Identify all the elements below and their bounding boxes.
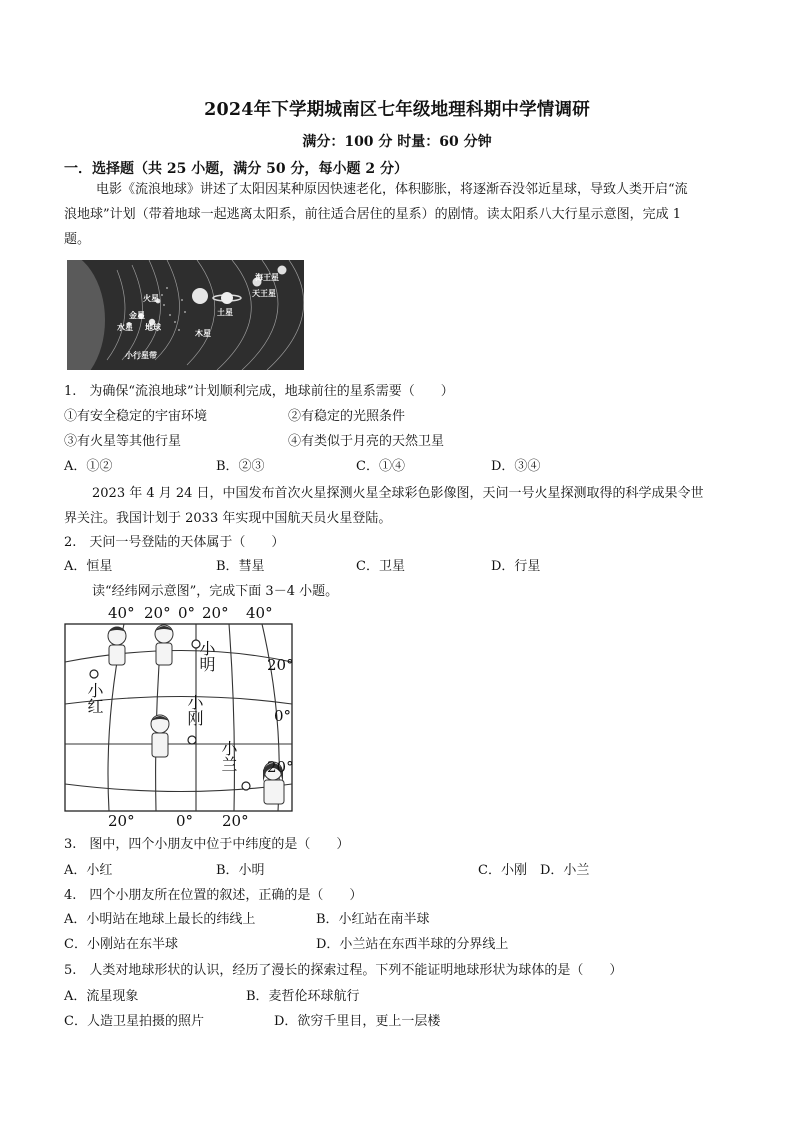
page-title: 2024年下学期城南区七年级地理科期中学情调研	[204, 100, 590, 120]
label-earth: 地球	[145, 322, 161, 332]
passage1-line1: 电影《流浪地球》讲述了太阳因某种原因快速老化，体积膨胀，将逐渐吞没邻近星球，导致人类开启“流	[96, 182, 688, 197]
passage3-line1: 读“经纬网示意图”，完成下面 3－4 小题。	[92, 584, 339, 599]
q3-option-b[interactable]: B．小明	[216, 863, 265, 878]
q3-option-c[interactable]: C．小刚	[478, 863, 527, 878]
q2-option-b[interactable]: B．彗星	[216, 559, 265, 574]
section-heading: 一．选择题（共 25 小题，满分 50 分，每小题 2 分）	[64, 161, 408, 177]
name-xiaogang: 小刚	[185, 694, 204, 726]
solar-system-figure	[67, 260, 304, 370]
q2-option-c[interactable]: C．卫星	[356, 559, 405, 574]
q1-option-d[interactable]: D．③④	[491, 459, 541, 474]
label-mercury: 水星	[117, 322, 133, 332]
q4-stem: 4. 四个小朋友所在位置的叙述，正确的是（ ）	[64, 888, 363, 903]
top-label-20w: 20°	[144, 604, 171, 622]
q3-option-a[interactable]: A．小红	[64, 863, 113, 878]
right-label-0: 0°	[274, 707, 292, 725]
q4-option-b[interactable]: B．小红站在南半球	[316, 912, 430, 927]
q1-option-b[interactable]: B．②③	[216, 459, 265, 474]
bottom-label-0: 0°	[176, 812, 194, 830]
passage2-line2: 界关注。我国计划于 2033 年实现中国航天员火星登陆。	[64, 511, 392, 526]
q5-option-c[interactable]: C．人造卫星拍摄的照片	[64, 1014, 204, 1029]
passage2-line1: 2023 年 4 月 24 日，中国发布首次火星探测火星全球彩色影像图，天问一号火星探测取得的科学成果令世	[92, 486, 704, 501]
label-saturn: 土星	[217, 307, 233, 317]
top-label-40e: 40°	[246, 604, 273, 622]
q1-item-1: ①有安全稳定的宇宙环境	[64, 409, 208, 424]
right-label-20n: 20°	[267, 656, 294, 674]
q3-option-d[interactable]: D．小兰	[540, 863, 590, 878]
graticule-figure	[64, 604, 309, 830]
name-xiaolan: 小兰	[219, 740, 238, 772]
label-venus: 金星	[129, 310, 145, 320]
q1-item-4: ④有类似于月亮的天然卫星	[288, 434, 445, 449]
label-mars: 火星	[143, 293, 159, 303]
bottom-label-20w: 20°	[108, 812, 135, 830]
name-xiaoming: 小明	[197, 640, 216, 672]
q1-option-c[interactable]: C．①④	[356, 459, 405, 474]
passage1-line2: 浪地球”计划（带着地球一起逃离太阳系，前往适合居住的星系）的剧情。读太阳系八大行星示意图，完成 1	[64, 207, 682, 222]
q5-stem: 5. 人类对地球形状的认识，经历了漫长的探索过程。下列不能证明地球形状为球体的是（ ）	[64, 963, 623, 978]
q2-stem: 2. 天问一号登陆的天体属于（ ）	[64, 535, 285, 550]
q1-item-2: ②有稳定的光照条件	[288, 409, 406, 424]
top-label-20e: 20°	[202, 604, 229, 622]
passage1-line3: 题。	[64, 232, 91, 247]
q3-stem: 3. 图中，四个小朋友中位于中纬度的是（ ）	[64, 837, 350, 852]
q1-item-3: ③有火星等其他行星	[64, 434, 182, 449]
label-asteroid-belt: 小行星带	[125, 350, 157, 360]
q1-stem: 1. 为确保“流浪地球”计划顺利完成，地球前往的星系需要（ ）	[64, 384, 454, 399]
q5-option-a[interactable]: A．流星现象	[64, 989, 139, 1004]
label-neptune: 海王星	[255, 272, 279, 282]
right-label-20s: 20°	[267, 758, 294, 776]
top-label-40w: 40°	[108, 604, 135, 622]
q1-option-a[interactable]: A．①②	[64, 459, 113, 474]
q5-option-b[interactable]: B．麦哲伦环球航行	[246, 989, 360, 1004]
q2-option-a[interactable]: A．恒星	[64, 559, 113, 574]
label-jupiter: 木星	[195, 328, 211, 338]
q4-option-d[interactable]: D．小兰站在东西半球的分界线上	[316, 937, 509, 952]
name-xiaohong: 小红	[85, 682, 104, 714]
q5-option-d[interactable]: D．欲穷千里目，更上一层楼	[274, 1014, 441, 1029]
bottom-label-20e: 20°	[222, 812, 249, 830]
q4-option-c[interactable]: C．小刚站在东半球	[64, 937, 178, 952]
q2-option-d[interactable]: D．行星	[491, 559, 541, 574]
top-label-0: 0°	[178, 604, 196, 622]
q4-option-a[interactable]: A．小明站在地球上最长的纬线上	[64, 912, 256, 927]
label-uranus: 天王星	[252, 288, 276, 298]
exam-info: 满分：100 分 时量：60 分钟	[302, 134, 492, 150]
